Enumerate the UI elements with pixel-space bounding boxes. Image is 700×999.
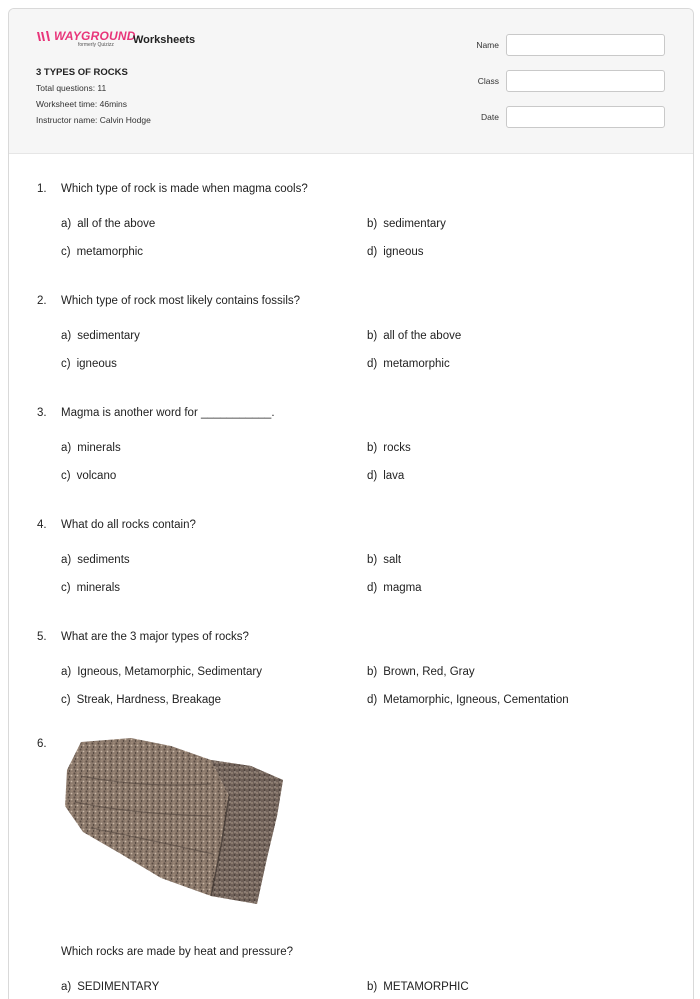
option-b[interactable]	[367, 442, 411, 454]
date-field[interactable]	[506, 106, 665, 128]
worksheet-title: 3 TYPES OF ROCKS	[36, 67, 128, 78]
student-fields	[459, 34, 665, 142]
option-letter: a)	[61, 554, 72, 566]
option-text: sedimentary	[383, 218, 446, 230]
option-d[interactable]	[367, 246, 424, 258]
total-questions: Total questions: 11	[36, 83, 107, 93]
worksheet-meta	[36, 67, 151, 131]
option-d[interactable]	[367, 694, 569, 706]
option-letter: b)	[367, 554, 378, 566]
question-text: Which rocks are made by heat and pressure?	[61, 946, 294, 958]
class-field-row	[459, 70, 665, 92]
question-number: 1.	[37, 183, 47, 195]
option-letter: a)	[61, 666, 72, 678]
option-text: igneous	[76, 358, 117, 370]
option-b[interactable]	[367, 218, 446, 230]
option-letter: d)	[367, 582, 378, 594]
option-text: sedimentary	[77, 330, 140, 342]
question-number: 2.	[37, 295, 47, 307]
option-letter: b)	[367, 981, 378, 993]
product-label: Worksheets	[133, 34, 196, 46]
option-d[interactable]	[367, 582, 422, 594]
option-a[interactable]	[61, 554, 130, 566]
date-field-row	[459, 106, 665, 128]
option-text: all of the above	[77, 218, 156, 230]
option-b[interactable]	[367, 330, 461, 342]
option-letter: b)	[367, 330, 378, 342]
option-letter: b)	[367, 666, 378, 678]
worksheet-time: Worksheet time: 46mins	[36, 99, 128, 109]
option-c[interactable]	[61, 246, 143, 258]
option-text: minerals	[76, 582, 121, 594]
question-number: 6.	[37, 738, 47, 750]
logo-text: WAYGROUND	[54, 29, 136, 43]
date-label: Date	[481, 112, 499, 122]
question-text: Which type of rock is made when magma cools?	[61, 183, 308, 195]
rock-photo	[61, 736, 285, 922]
option-letter: c)	[61, 470, 71, 482]
option-c[interactable]	[61, 358, 117, 370]
option-text: Streak, Hardness, Breakage	[76, 694, 222, 706]
option-a[interactable]	[61, 330, 140, 342]
question-text: Magma is another word for ___________.	[61, 407, 275, 419]
option-letter: d)	[367, 694, 378, 706]
question-text: Which type of rock most likely contains fossils?	[61, 295, 301, 307]
option-text: METAMORPHIC	[383, 981, 469, 993]
option-text: sediments	[77, 554, 130, 566]
option-text: salt	[383, 554, 402, 566]
option-letter: c)	[61, 582, 71, 594]
option-letter: a)	[61, 442, 72, 454]
option-text: magma	[383, 582, 422, 594]
worksheet-header	[9, 9, 693, 154]
option-letter: d)	[367, 358, 378, 370]
option-letter: c)	[61, 246, 71, 258]
option-text: metamorphic	[383, 358, 450, 370]
option-text: minerals	[77, 442, 121, 454]
option-c[interactable]	[61, 582, 120, 594]
option-text: Igneous, Metamorphic, Sedimentary	[77, 666, 262, 678]
option-b[interactable]	[367, 554, 401, 566]
name-label: Name	[476, 40, 499, 50]
option-text: Brown, Red, Gray	[383, 666, 475, 678]
question-number: 3.	[37, 407, 47, 419]
brand	[36, 29, 136, 48]
question-text: What do all rocks contain?	[61, 519, 196, 531]
option-text: lava	[383, 470, 405, 482]
option-a[interactable]	[61, 666, 262, 678]
option-d[interactable]	[367, 358, 450, 370]
wayground-logo-icon	[36, 30, 52, 42]
question-text: What are the 3 major types of rocks?	[61, 631, 249, 643]
option-letter: b)	[367, 218, 378, 230]
class-field[interactable]	[506, 70, 665, 92]
option-text: SEDIMENTARY	[77, 981, 160, 993]
option-letter: a)	[61, 330, 72, 342]
option-text: rocks	[383, 442, 411, 454]
class-label: Class	[477, 76, 499, 86]
option-text: igneous	[383, 246, 424, 258]
option-a[interactable]	[61, 218, 155, 230]
option-c[interactable]	[61, 694, 221, 706]
option-letter: b)	[367, 442, 378, 454]
option-a[interactable]	[61, 981, 159, 993]
question-number: 4.	[37, 519, 47, 531]
option-b[interactable]	[367, 666, 475, 678]
question-number: 5.	[37, 631, 47, 643]
option-c[interactable]	[61, 470, 116, 482]
option-letter: a)	[61, 218, 72, 230]
option-text: metamorphic	[76, 246, 144, 258]
logo-subtext: formerly Quizizz	[78, 42, 114, 48]
name-field-row	[459, 34, 665, 56]
name-field[interactable]	[506, 34, 665, 56]
worksheet	[8, 8, 694, 999]
option-text: Metamorphic, Igneous, Cementation	[383, 694, 569, 706]
option-b[interactable]	[367, 981, 469, 993]
option-text: all of the above	[383, 330, 462, 342]
option-letter: d)	[367, 246, 378, 258]
option-d[interactable]	[367, 470, 404, 482]
option-letter: a)	[61, 981, 72, 993]
option-text: volcano	[76, 470, 117, 482]
option-a[interactable]	[61, 442, 121, 454]
instructor-name: Instructor name: Calvin Hodge	[36, 115, 151, 125]
option-letter: c)	[61, 358, 71, 370]
option-letter: d)	[367, 470, 378, 482]
option-letter: c)	[61, 694, 71, 706]
